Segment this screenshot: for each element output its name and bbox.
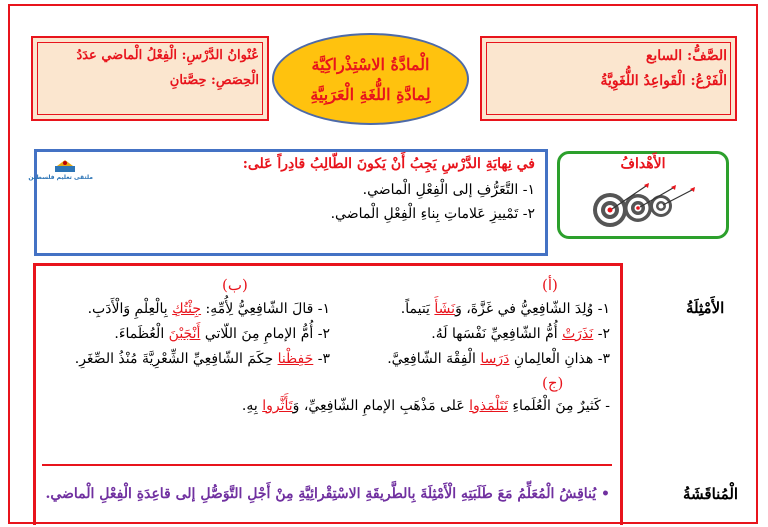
- subject-title-line1: الْمادَّةُ الاسْتِذْراكِيَّة: [311, 55, 430, 74]
- header-left-box: [31, 36, 269, 121]
- verb-highlight: تَتَلْمَذوا: [469, 398, 508, 414]
- group-a-title: (أ): [542, 276, 558, 294]
- verb-highlight: أَنْجَبْنَ: [168, 326, 201, 342]
- forum-logo-text: ملتقى تعليم فلسطين: [28, 174, 93, 181]
- subject-title-line2: لِمادَّةِ اللُّغَةِ الْعَرَبِيَّةِ: [310, 85, 431, 104]
- verb-highlight: نَشَأَ: [434, 301, 456, 317]
- grade-label: الصَّفُّ: السابع: [645, 48, 727, 64]
- forum-logo-icon: [53, 158, 79, 174]
- verb-highlight: نَذَرَتْ: [562, 326, 594, 342]
- verb-highlight: دَرَسا: [480, 351, 510, 367]
- goal-item-1: ١- التَّعَرُّفِ إلى الْفِعْلِ الْماضي.: [362, 182, 535, 198]
- section-divider: [42, 464, 612, 466]
- group-a-line-3: ٣- هذانِ الْعالِمانِ دَرَسا الْفِقْهَ الشّافِعِيَّ.: [387, 351, 610, 367]
- discussion-text: • يُناقِشُ الْمُعَلِّمُ مَعَ طَلَبَتِهِ الْأَمْثِلَةَ بِالطَّريقَةِ الاسْتِقْرائِيَّةِ مِنْ أَجْلِ التَّوَصُّلِ إلى قاعِدَةِ الْفِعْلِ الْماضي.: [45, 486, 610, 502]
- examples-box: [33, 263, 623, 525]
- discussion-label: الْمُناقَشَةُ: [683, 485, 739, 503]
- lesson-title: عُنْوانُ الدَّرْسِ: الْفِعْلُ الْماضي عدَدُ: [76, 48, 259, 63]
- group-a-line-2: ٢- نَذَرَتْ أُمُّ الشّافِعِيِّ نَفْسَها لَهُ.: [431, 326, 610, 342]
- verb-highlight: جِئْتُكِ: [172, 301, 202, 317]
- periods-label: الْحِصَصِ: حِصَّتانِ: [169, 73, 259, 88]
- group-c-line: - كَثيرٌ مِنَ الْعُلَماءِ تَتَلْمَذوا عَلى مَذْهَبِ الإمامِ الشّافِعِيِّ، وَتَأَثَّروا بِهِ.: [241, 398, 610, 414]
- header-right-box: [480, 36, 737, 121]
- goal-item-2: ٢- تَمْييزِ عَلاماتِ بِناءِ الْفِعْلِ الْماضي.: [330, 206, 535, 222]
- group-b-line-3: ٣- حَفِظْنا حِكَمَ الشّافِعِيِّ الشِّعْرِيَّةَ مُنْذُ الصِّغَرِ.: [74, 351, 330, 367]
- examples-label: الأَمْثِلَةُ: [686, 299, 725, 317]
- group-b-line-1: ١- قالَ الشّافِعِيُّ لِأُمِّهِ: جِئْتُكِ بِالْعِلْمِ وَالْأَدَبِ.: [87, 301, 330, 317]
- group-c-title: (ج): [542, 374, 564, 392]
- aims-box: [557, 151, 729, 239]
- group-b-line-2: ٢- أُمُّ الإمامِ مِنَ اللّاتي أَنْجَبْنَ الْعُظَماءَ.: [114, 326, 330, 342]
- subject-oval: [272, 33, 469, 125]
- branch-label: الْفَرْعُ: الْقَواعِدُ اللُّغَوِيَّةُ: [600, 73, 727, 89]
- group-b-title: (ب): [222, 276, 248, 294]
- goals-box: [28, 149, 548, 256]
- target-icon: [588, 182, 698, 234]
- verb-highlight: تَأَثَّروا: [262, 398, 293, 414]
- verb-highlight: حَفِظْنا: [277, 351, 314, 367]
- goals-intro: في نِهايَةِ الدَّرْسِ يَجِبُ أَنْ يَكونَ الطّالِبُ قادِراً عَلى:: [242, 156, 535, 172]
- group-a-line-1: ١- وُلِدَ الشّافِعِيُّ في غَزَّةَ، وَنَشَأَ يَتيماً.: [400, 301, 610, 317]
- aims-title: الأَهْدافُ: [620, 156, 666, 172]
